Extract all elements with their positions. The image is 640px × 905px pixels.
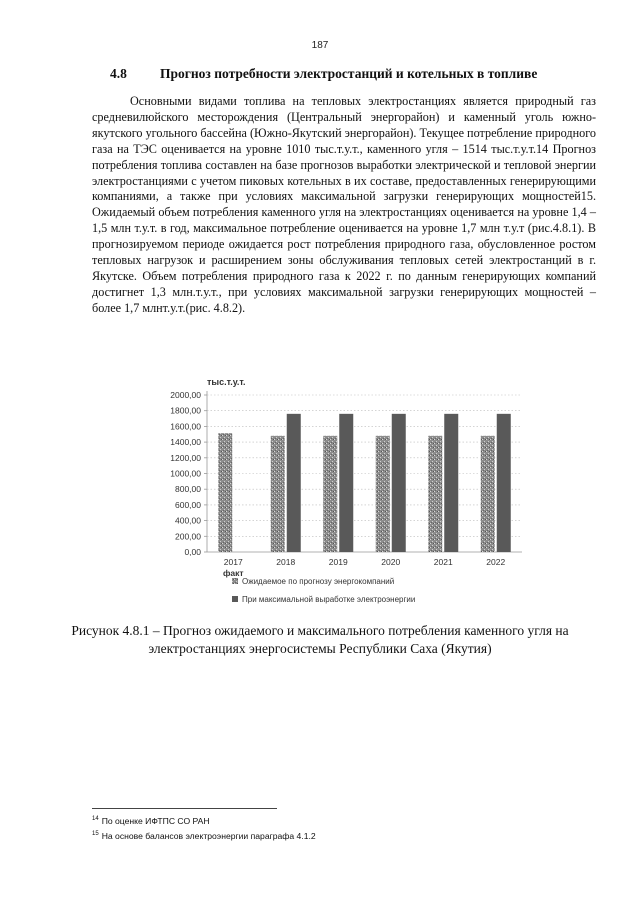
legend-swatch xyxy=(232,596,238,602)
section-heading xyxy=(110,66,580,82)
legend-label: При максимальной выработке электроэнергии xyxy=(242,595,416,604)
x-tick-label: 2020 xyxy=(381,557,401,567)
section-title: Прогноз потребности электростанций и котельных в топливе xyxy=(160,66,538,81)
footnote-divider xyxy=(92,808,277,809)
y-tick-label: 2000,00 xyxy=(170,390,201,400)
bar-2018-series-2 xyxy=(287,414,301,552)
footnote-15: $^{15}$ На основе балансов электроэнергии параграфа 4.1.2 xyxy=(92,830,316,841)
bar-2021-series-2 xyxy=(444,414,458,552)
x-tick-label: 2021 xyxy=(433,557,453,567)
x-tick-label: 2022 xyxy=(486,557,506,567)
chart-unit-label: тыс.т.у.т. xyxy=(207,377,246,387)
x-tick-sublabel: факт xyxy=(222,568,244,578)
y-tick-label: 400,00 xyxy=(175,515,201,526)
bar-2018-series-1 xyxy=(271,436,285,552)
bar-2022-series-2 xyxy=(497,414,511,552)
legend-swatch xyxy=(232,578,238,584)
figure-caption: Рисунок 4.8.1 – Прогноз ожидаемого и максимального потребления каменного угля на электростанциях энергосистемы Республики Саха (Якутия) xyxy=(71,623,569,656)
bar-2022-series-1 xyxy=(481,436,495,552)
bar-2021-series-1 xyxy=(428,436,442,552)
footnote-14: $^{14}$ По оценке ИФТПС СО РАН xyxy=(92,815,210,826)
y-tick-label: 600,00 xyxy=(175,499,201,510)
y-tick-label: 0,00 xyxy=(184,547,201,557)
x-tick-label: 2018 xyxy=(276,557,296,567)
legend-label: Ожидаемое по прогнозу энергокомпаний xyxy=(242,577,395,586)
y-tick-label: 800,00 xyxy=(175,484,201,495)
bar-2019-series-1 xyxy=(323,436,337,552)
bar-2017-series-1 xyxy=(218,433,232,552)
y-tick-label: 1600,00 xyxy=(170,421,201,432)
y-tick-label: 1200,00 xyxy=(170,452,201,463)
x-tick-label: 2019 xyxy=(328,557,348,567)
bar-2020-series-1 xyxy=(376,436,390,552)
bar-2020-series-2 xyxy=(392,414,406,552)
page-number: 187 xyxy=(311,40,329,51)
footnotes xyxy=(92,813,572,843)
body-paragraph: Основными видами топлива на тепловых электростанциях является природный газ средневилюйского месторождения (Центральный энергорайон) и каменный уголь южно-якутского угольного бассейна (Южно-Якутский энергорайон). Текущее потребление природного газа на ТЭС оценивается на уровне 1010 тыс.т.у.т., каменного угля – 1514 тыс.т.у.т.14 Прогноз потребления топлива составлен на базе прогнозов выработки электрической и тепловой энергии электростанциями с учетом пиковых котельных в их составе, предоставленных генерирующими компаниями, а также при условиях максимальной загрузки генерирующих мощностей15. Ожидаемый объем потребления каменного угля на электростанциях оценивается на уровне 1,4 – 1,5 млн т.у.т. в год, максимальное потребление оценивается на уровне 1,7 млн т.у.т (рис.4.8.1). В прогнозируемом периоде ожидается рост потребления природного газа, обусловленное ростом тепловых нагрузок и расширением зоны обслуживания тепловых сетей электростанций в г. Якутске. Объем потребления природного газа к 2022 г. по данным генерирующих компаний достигнет 1,3 млн.т.у.т., при условиях максимальной загрузки генерирующих мощностей – более 1,7 млнт.у.т.(рис. 4.8.2). xyxy=(92,94,596,315)
y-tick-label: 1400,00 xyxy=(170,437,201,448)
chart-svg xyxy=(150,375,530,620)
y-tick-label: 200,00 xyxy=(175,531,201,542)
x-tick-label: 2017 xyxy=(223,557,243,567)
y-tick-label: 1000,00 xyxy=(170,468,201,479)
y-tick-label: 1800,00 xyxy=(170,405,201,416)
bar-2019-series-2 xyxy=(339,414,353,552)
coal-consumption-chart xyxy=(150,375,530,620)
section-number: 4.8 xyxy=(110,66,127,81)
